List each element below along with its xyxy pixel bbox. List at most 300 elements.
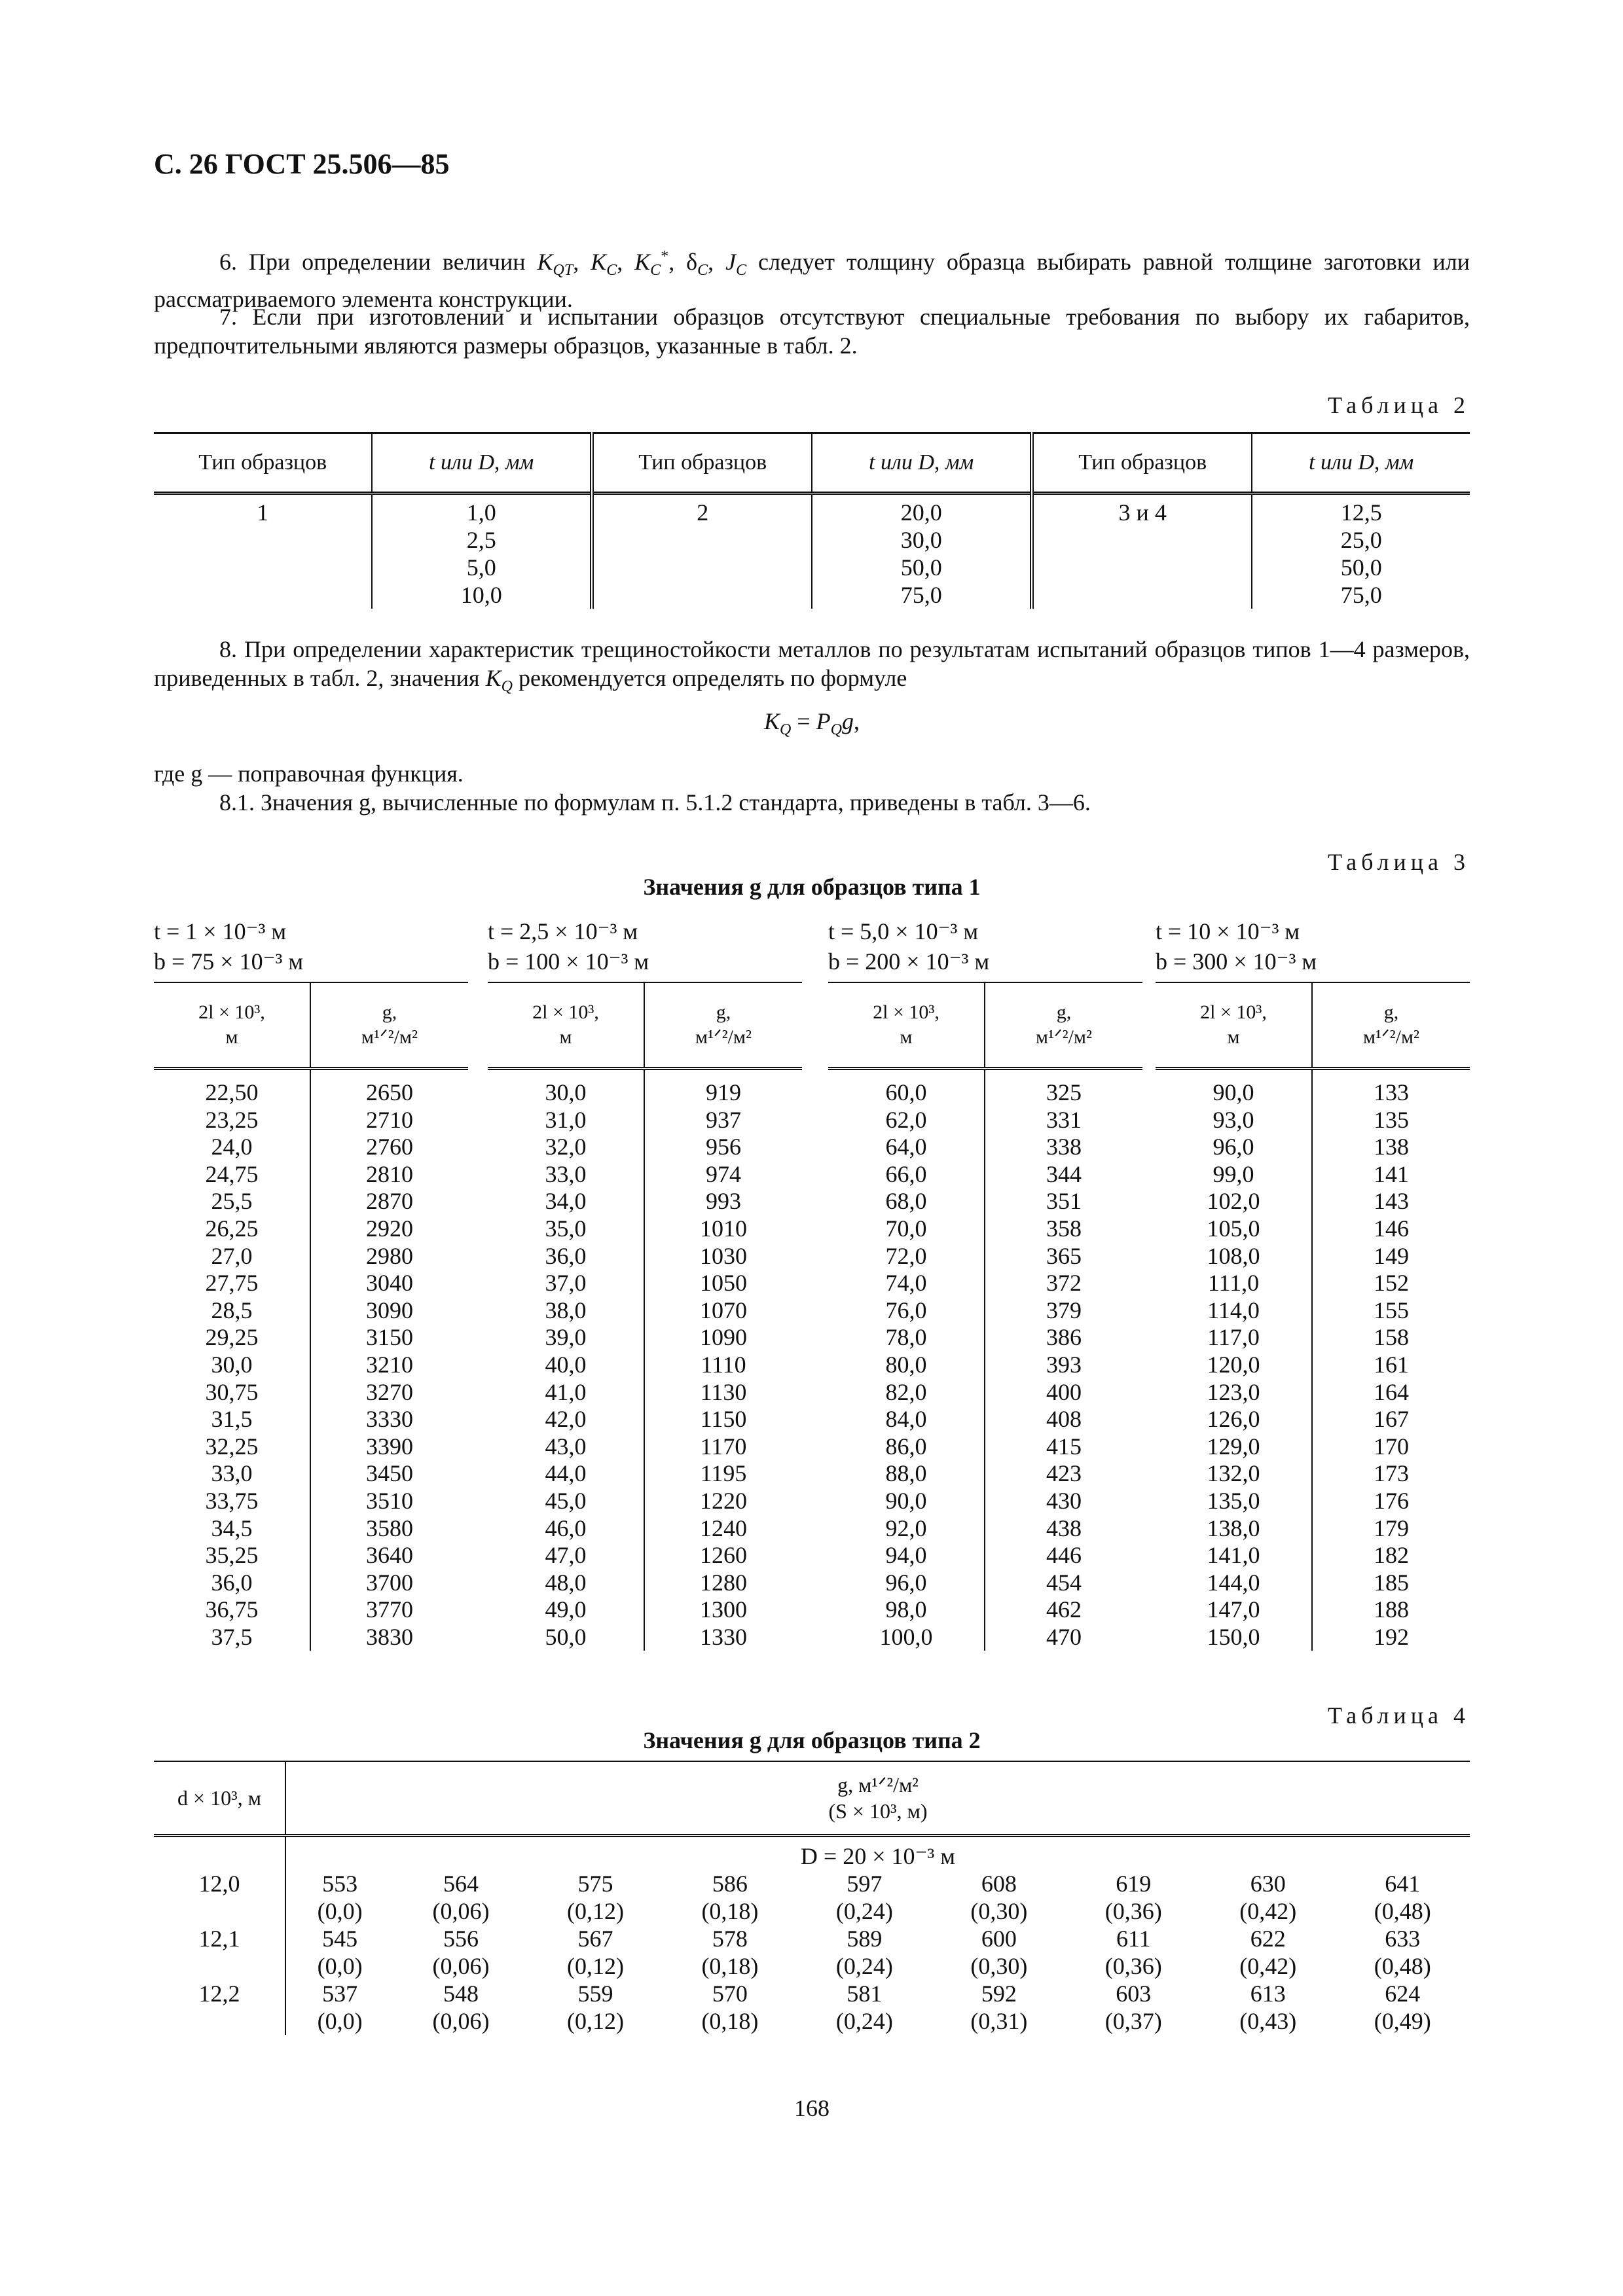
block2-params	[488, 916, 802, 982]
table-cell: 3770	[366, 1596, 413, 1623]
t4-g-value: 575	[577, 1871, 613, 1897]
table-2	[154, 432, 1470, 609]
table-cell: 37,5	[211, 1623, 253, 1650]
table-cell: 46,0	[545, 1515, 587, 1541]
symbol-delta-c: δ	[686, 249, 698, 275]
table-cell: 149	[1374, 1242, 1409, 1269]
table-cell: 2760	[366, 1134, 413, 1160]
formula	[154, 707, 1470, 744]
table-cell: 27,75	[205, 1270, 259, 1297]
table-cell: 48,0	[545, 1569, 587, 1596]
t4-g-value: 545	[322, 1926, 358, 1952]
table-cell: 82,0	[885, 1378, 927, 1405]
table-cell: 90,0	[885, 1487, 927, 1514]
table-cell: 430	[1046, 1487, 1082, 1514]
table4-title: Значения g для образцов типа 2	[643, 1727, 981, 1753]
table-cell: 170	[1374, 1433, 1409, 1460]
block2-col-g	[644, 982, 802, 1069]
t4-s-value: (0,0)	[317, 1953, 363, 1979]
document-page	[154, 0, 1470, 2296]
t4-g-value: 589	[847, 1926, 883, 1952]
table-cell: 1090	[700, 1324, 747, 1351]
block1-l-values	[154, 1079, 310, 1651]
t4-s-value: (0,42)	[1239, 1898, 1297, 1924]
t2-header-size-1	[372, 433, 592, 493]
block4-g-values	[1312, 1079, 1470, 1651]
t4-g-value: 570	[712, 1981, 748, 2007]
table-cell: 192	[1374, 1623, 1409, 1650]
table3-block-4	[1156, 916, 1470, 1651]
t4-g-value: 592	[981, 1981, 1017, 2007]
table-cell: 31,0	[545, 1106, 587, 1133]
b4-cl: 2l × 10³,	[1200, 1001, 1267, 1023]
table-cell: 3210	[366, 1351, 413, 1378]
table-cell: 36,0	[545, 1242, 587, 1269]
t4-s-value: (0,12)	[566, 2008, 624, 2034]
b3-cg: g,	[1056, 1001, 1072, 1023]
table-cell: 47,0	[545, 1542, 587, 1569]
block3-b: b = 200 × 10⁻³ м	[828, 948, 990, 975]
table-cell: 144,0	[1207, 1569, 1260, 1596]
t4-g-value: 581	[847, 1981, 883, 2007]
b1-cl: 2l × 10³,	[198, 1001, 265, 1023]
t4-g-value: 630	[1250, 1871, 1286, 1897]
t4-s-value: (0,0)	[317, 1898, 363, 1924]
table-cell: 120,0	[1207, 1351, 1260, 1378]
table-row	[154, 1870, 1470, 1897]
table-cell: 35,25	[205, 1542, 259, 1569]
t4-s-value: (0,31)	[970, 2008, 1028, 2034]
table-cell: 173	[1374, 1460, 1409, 1487]
table-cell: 93,0	[1213, 1106, 1254, 1133]
table-cell: 338	[1046, 1134, 1082, 1160]
block1-g-values	[310, 1079, 468, 1651]
table-cell: 49,0	[545, 1596, 587, 1623]
table-cell: 84,0	[885, 1406, 927, 1433]
t4-s-value: (0,18)	[701, 1953, 759, 1979]
t4-s-value: (0,06)	[432, 1953, 490, 1979]
b2-clu: м	[559, 1026, 572, 1048]
b4-cg: g,	[1383, 1001, 1399, 1023]
t2-v3-3: 75,0	[1340, 582, 1382, 608]
table-cell: 34,5	[211, 1515, 253, 1541]
table-cell: 372	[1046, 1270, 1082, 1297]
t4-col-g	[285, 1761, 1470, 1836]
formula-k: K	[763, 708, 780, 734]
table-cell: 3640	[366, 1542, 413, 1569]
table-cell: 105,0	[1207, 1215, 1260, 1242]
t4-g-value: 624	[1385, 1981, 1421, 2007]
table-cell: 146	[1374, 1215, 1409, 1242]
table-cell: 78,0	[885, 1324, 927, 1351]
t2-values-2	[812, 493, 1032, 609]
t4-s-value: (0,36)	[1104, 1898, 1162, 1924]
table-cell: 138	[1374, 1134, 1409, 1160]
table-cell: 96,0	[885, 1569, 927, 1596]
t4-col-g-line1: g, м¹ᐟ²/м²	[837, 1773, 919, 1797]
table-cell: 135,0	[1207, 1487, 1260, 1514]
symbol-k-qt: K	[537, 249, 553, 275]
formula-k-sub: Q	[780, 721, 792, 739]
t2-v2-3: 75,0	[900, 582, 942, 608]
block4-table	[1156, 982, 1470, 1651]
t2-v3-2: 50,0	[1340, 554, 1382, 581]
table-cell: 43,0	[545, 1433, 587, 1460]
table-cell: 138,0	[1207, 1515, 1260, 1541]
table-cell: 3090	[366, 1297, 413, 1323]
table-cell: 135	[1374, 1106, 1409, 1133]
table-cell: 143	[1374, 1188, 1409, 1215]
t2-header-type-1: Тип образцов	[154, 433, 372, 493]
paragraph-7: 7. Если при изготовлении и испытании образцов отсутствуют специальные требования по выбору их габаритов, предпочтительными являются размеры образцов, указанные в табл. 2.	[154, 304, 1470, 359]
symbol-k-c-star: K	[634, 249, 651, 275]
b2-cl: 2l × 10³,	[532, 1001, 599, 1023]
table-cell: 937	[706, 1106, 741, 1133]
t4-g-value: 619	[1116, 1871, 1152, 1897]
table-row	[154, 2007, 1470, 2035]
b1-cgu: м¹ᐟ²/м²	[361, 1026, 418, 1048]
table-cell: 400	[1046, 1378, 1082, 1405]
t4-s-value: (0,30)	[970, 1898, 1028, 1924]
table-cell: 34,0	[545, 1188, 587, 1215]
t4-g-value: 608	[981, 1871, 1017, 1897]
t2-values-1	[372, 493, 592, 609]
b2-cgu: м¹ᐟ²/м²	[695, 1026, 752, 1048]
table-cell: 1300	[700, 1596, 747, 1623]
t4-g-value: 553	[322, 1871, 358, 1897]
table-cell: 470	[1046, 1623, 1082, 1650]
block3-col-g	[985, 982, 1142, 1069]
t2-type-1: 1	[154, 493, 372, 609]
table-cell: 386	[1046, 1324, 1082, 1351]
t4-s-value: (0,36)	[1104, 1953, 1162, 1979]
table-cell: 36,0	[211, 1569, 253, 1596]
paragraph-8-1: 8.1. Значения g, вычисленные по формулам п. 5.1.2 стандарта, приведены в табл. 3—6.	[219, 789, 1091, 816]
t2-header-type-3: Тип образцов	[1032, 433, 1252, 493]
table-cell: 454	[1046, 1569, 1082, 1596]
sub-qt: QT	[553, 262, 574, 279]
block4-col-g	[1312, 982, 1470, 1069]
table-cell: 123,0	[1207, 1378, 1260, 1405]
t4-s-value: (0,30)	[970, 1953, 1028, 1979]
block2-table	[488, 982, 802, 1651]
block1-col-g	[310, 982, 468, 1069]
block3-col-l	[828, 982, 985, 1069]
table-cell: 40,0	[545, 1351, 587, 1378]
table-cell: 30,75	[205, 1378, 259, 1405]
table-cell: 26,25	[205, 1215, 259, 1242]
b4-cgu: м¹ᐟ²/м²	[1363, 1026, 1419, 1048]
table-cell: 23,25	[205, 1106, 259, 1133]
t4-s-value: (0,24)	[835, 2008, 893, 2034]
table-cell: 68,0	[885, 1188, 927, 1215]
table-cell: 358	[1046, 1215, 1082, 1242]
table-cell: 150,0	[1207, 1623, 1260, 1650]
block4-t: t = 10 × 10⁻³ м	[1156, 918, 1300, 944]
t2-h-size-3-text: t или D, мм	[1309, 450, 1414, 475]
table-cell: 2650	[366, 1079, 413, 1105]
table-cell: 1170	[700, 1433, 747, 1460]
t2-header-size-2	[812, 433, 1032, 493]
t4-g-value: 611	[1116, 1926, 1151, 1952]
t4-col-g-line2: (S × 10³, м)	[828, 1799, 928, 1823]
table-cell: 24,75	[205, 1160, 259, 1187]
table-cell: 3270	[366, 1378, 413, 1405]
sup-star: *	[661, 248, 669, 265]
table-row	[154, 1925, 1470, 1952]
table-cell: 147,0	[1207, 1596, 1260, 1623]
table-cell: 3700	[366, 1569, 413, 1596]
t2-v3-1: 25,0	[1340, 527, 1382, 553]
table-cell: 919	[706, 1079, 741, 1105]
table-cell: 96,0	[1213, 1134, 1254, 1160]
table-cell: 27,0	[211, 1242, 253, 1269]
sub-c3: C	[697, 262, 708, 279]
table-cell: 141,0	[1207, 1542, 1260, 1569]
t4-g-value: 633	[1385, 1926, 1421, 1952]
t2-v2-2: 50,0	[900, 554, 942, 581]
t4-g-value: 537	[322, 1981, 358, 2007]
t2-v3-0: 12,5	[1340, 499, 1382, 526]
t4-s-value: (0,42)	[1239, 1953, 1297, 1979]
block3-params	[828, 916, 1142, 982]
table3-block-2	[488, 916, 802, 1651]
table-cell: 1030	[700, 1242, 747, 1269]
table-cell: 141	[1374, 1160, 1409, 1187]
table-cell: 152	[1374, 1270, 1409, 1297]
t4-g-value: 564	[443, 1871, 479, 1897]
table-cell: 167	[1374, 1406, 1409, 1433]
sub-c: C	[606, 262, 617, 279]
para8-text-a: 8. При определении характеристик трещиностойкости металлов по результатам испытаний образцов типов 1—4 размеров, приведенных в табл. 2, значения	[154, 636, 1470, 691]
table-cell: 60,0	[885, 1079, 927, 1105]
t4-g-value: 603	[1116, 1981, 1152, 2007]
table-cell: 1220	[700, 1487, 747, 1514]
table-cell: 185	[1374, 1569, 1409, 1596]
t4-s-value: (0,0)	[317, 2008, 363, 2034]
table-cell: 1240	[700, 1515, 747, 1541]
t4-g-value: 586	[712, 1871, 748, 1897]
table-cell: 117,0	[1207, 1324, 1260, 1351]
table-cell: 164	[1374, 1378, 1409, 1405]
block2-g-values	[644, 1079, 802, 1651]
page-number: 168	[794, 2095, 830, 2121]
table-cell: 1050	[700, 1270, 747, 1297]
table-cell: 325	[1046, 1079, 1082, 1105]
block3-table	[828, 982, 1142, 1651]
table-cell: 126,0	[1207, 1406, 1260, 1433]
table-cell: 30,0	[545, 1079, 587, 1105]
table-cell: 423	[1046, 1460, 1082, 1487]
t4-s-value: (0,06)	[432, 2008, 490, 2034]
t4-g-value: 600	[981, 1926, 1017, 1952]
table-cell: 462	[1046, 1596, 1082, 1623]
t4-s-value: (0,48)	[1374, 1898, 1431, 1924]
symbol-j-c: J	[725, 249, 737, 275]
table-cell: 88,0	[885, 1460, 927, 1487]
t4-g-value: 556	[443, 1926, 479, 1952]
table-cell: 24,0	[211, 1134, 253, 1160]
t4-d-value: 12,0	[154, 1870, 285, 1925]
table-cell: 3450	[366, 1460, 413, 1487]
table-cell: 36,75	[205, 1596, 259, 1623]
para6-text-a: 6. При определении величин	[219, 249, 526, 275]
table3-block-1	[154, 916, 468, 1651]
table-cell: 2980	[366, 1242, 413, 1269]
table-cell: 1150	[700, 1406, 747, 1433]
formula-p-sub: Q	[830, 721, 842, 739]
sub-c4: C	[736, 262, 747, 279]
b3-clu: м	[900, 1026, 913, 1048]
table4-label: Таблица 4	[1328, 1702, 1470, 1729]
t4-s-value: (0,24)	[835, 1953, 893, 1979]
table-cell: 365	[1046, 1242, 1082, 1269]
b2-cg: g,	[716, 1001, 731, 1023]
table-cell: 415	[1046, 1433, 1082, 1460]
table-cell: 182	[1374, 1542, 1409, 1569]
table-cell: 39,0	[545, 1324, 587, 1351]
table-cell: 1070	[700, 1297, 747, 1323]
table-cell: 158	[1374, 1324, 1409, 1351]
table3-block-3	[828, 916, 1142, 1651]
table-cell: 1280	[700, 1569, 747, 1596]
table-cell: 74,0	[885, 1270, 927, 1297]
t2-h-size-2-text: t или D, мм	[869, 450, 974, 475]
t4-g-value: 597	[847, 1871, 883, 1897]
table-cell: 179	[1374, 1515, 1409, 1541]
block1-col-l	[154, 982, 310, 1069]
t4-s-value: (0,18)	[701, 1898, 759, 1924]
symbol-k-q: K	[485, 665, 501, 691]
table-cell: 161	[1374, 1351, 1409, 1378]
table-cell: 32,25	[205, 1433, 259, 1460]
t4-s-value: (0,48)	[1374, 1953, 1431, 1979]
t4-g-value: 548	[443, 1981, 479, 2007]
t4-s-value: (0,37)	[1104, 2008, 1162, 2034]
table-cell: 102,0	[1207, 1188, 1260, 1215]
page-header: С. 26 ГОСТ 25.506—85	[154, 148, 450, 180]
table-cell: 379	[1046, 1297, 1082, 1323]
table-cell: 3150	[366, 1324, 413, 1351]
t2-v2-1: 30,0	[900, 527, 942, 553]
table-cell: 66,0	[885, 1160, 927, 1187]
formula-tail: ,	[854, 708, 860, 734]
table-cell: 3390	[366, 1433, 413, 1460]
t2-v2-0: 20,0	[900, 499, 942, 526]
table-cell: 3580	[366, 1515, 413, 1541]
t4-d-value: 12,2	[154, 1980, 285, 2035]
t2-header-size-3	[1252, 433, 1470, 493]
table-cell: 351	[1046, 1188, 1082, 1215]
table-cell: 111,0	[1207, 1270, 1260, 1297]
t4-g-value: 578	[712, 1926, 748, 1952]
formula-p: P	[816, 708, 831, 734]
block1-params	[154, 916, 468, 982]
block1-b: b = 75 × 10⁻³ м	[154, 948, 304, 975]
sub-q: Q	[501, 678, 513, 696]
b3-cgu: м¹ᐟ²/м²	[1036, 1026, 1092, 1048]
table-cell: 41,0	[545, 1378, 587, 1405]
b3-cl: 2l × 10³,	[873, 1001, 939, 1023]
b4-clu: м	[1227, 1026, 1240, 1048]
t4-s-value: (0,06)	[432, 1898, 490, 1924]
block4-b: b = 300 × 10⁻³ м	[1156, 948, 1317, 975]
table-cell: 90,0	[1213, 1079, 1254, 1105]
block4-params	[1156, 916, 1470, 982]
table-cell: 50,0	[545, 1623, 587, 1650]
table-cell: 92,0	[885, 1515, 927, 1541]
table-cell: 22,50	[205, 1079, 259, 1105]
paragraph-8	[154, 635, 1470, 701]
table-cell: 31,5	[211, 1406, 253, 1433]
table-cell: 99,0	[1213, 1160, 1254, 1187]
table-cell: 86,0	[885, 1433, 927, 1460]
table-cell: 25,5	[211, 1188, 253, 1215]
para6-text-b: следует толщину образца выбирать равной толщине заготовки или рассматриваемого элемента конструкции.	[154, 249, 1470, 313]
table-cell: 133	[1374, 1079, 1409, 1105]
table-cell: 72,0	[885, 1242, 927, 1269]
table-row	[154, 1952, 1470, 1980]
table-cell: 30,0	[211, 1351, 253, 1378]
table-cell: 176	[1374, 1487, 1409, 1514]
table-cell: 62,0	[885, 1106, 927, 1133]
block1-t: t = 1 × 10⁻³ м	[154, 918, 287, 944]
table-cell: 35,0	[545, 1215, 587, 1242]
table-cell: 64,0	[885, 1134, 927, 1160]
table-cell: 408	[1046, 1406, 1082, 1433]
table-cell: 2710	[366, 1106, 413, 1133]
t2-v1-2: 5,0	[466, 554, 496, 581]
table-cell: 331	[1046, 1106, 1082, 1133]
formula-g: g	[842, 708, 854, 734]
table-cell: 3510	[366, 1487, 413, 1514]
table-cell: 114,0	[1207, 1297, 1260, 1323]
formula-eq: =	[791, 708, 816, 734]
table-cell: 1330	[700, 1623, 747, 1650]
table-cell: 33,0	[545, 1160, 587, 1187]
t4-g-value: 622	[1250, 1926, 1286, 1952]
table-cell: 132,0	[1207, 1460, 1260, 1487]
table-cell: 2920	[366, 1215, 413, 1242]
table-cell: 129,0	[1207, 1433, 1260, 1460]
t2-v1-1: 2,5	[466, 527, 496, 553]
table-row	[154, 1980, 1470, 2007]
t2-v1-3: 10,0	[460, 582, 502, 608]
table-cell: 37,0	[545, 1270, 587, 1297]
t4-col-d-text: d × 10³, м	[177, 1786, 261, 1810]
t2-v1-0: 1,0	[466, 499, 496, 526]
table-cell: 33,75	[205, 1487, 259, 1514]
t4-g-value: 567	[577, 1926, 613, 1952]
t4-g-value: 559	[577, 1981, 613, 2007]
block4-col-l	[1156, 982, 1312, 1069]
table-cell: 188	[1374, 1596, 1409, 1623]
t4-s-value: (0,24)	[835, 1898, 893, 1924]
t2-h-size-1-text: t или D, мм	[429, 450, 534, 475]
table-cell: 33,0	[211, 1460, 253, 1487]
table-cell: 1110	[701, 1351, 746, 1378]
table-cell: 3040	[366, 1270, 413, 1297]
block3-g-values	[985, 1079, 1142, 1651]
table-cell: 1130	[700, 1378, 747, 1405]
t2-header-type-2: Тип образцов	[592, 433, 812, 493]
t2-type-3: 3 и 4	[1032, 493, 1252, 609]
symbol-k-c: K	[591, 249, 607, 275]
table2-label: Таблица 2	[1328, 392, 1470, 418]
table-cell: 28,5	[211, 1297, 253, 1323]
table-cell: 393	[1046, 1351, 1082, 1378]
table-4	[154, 1761, 1470, 2035]
